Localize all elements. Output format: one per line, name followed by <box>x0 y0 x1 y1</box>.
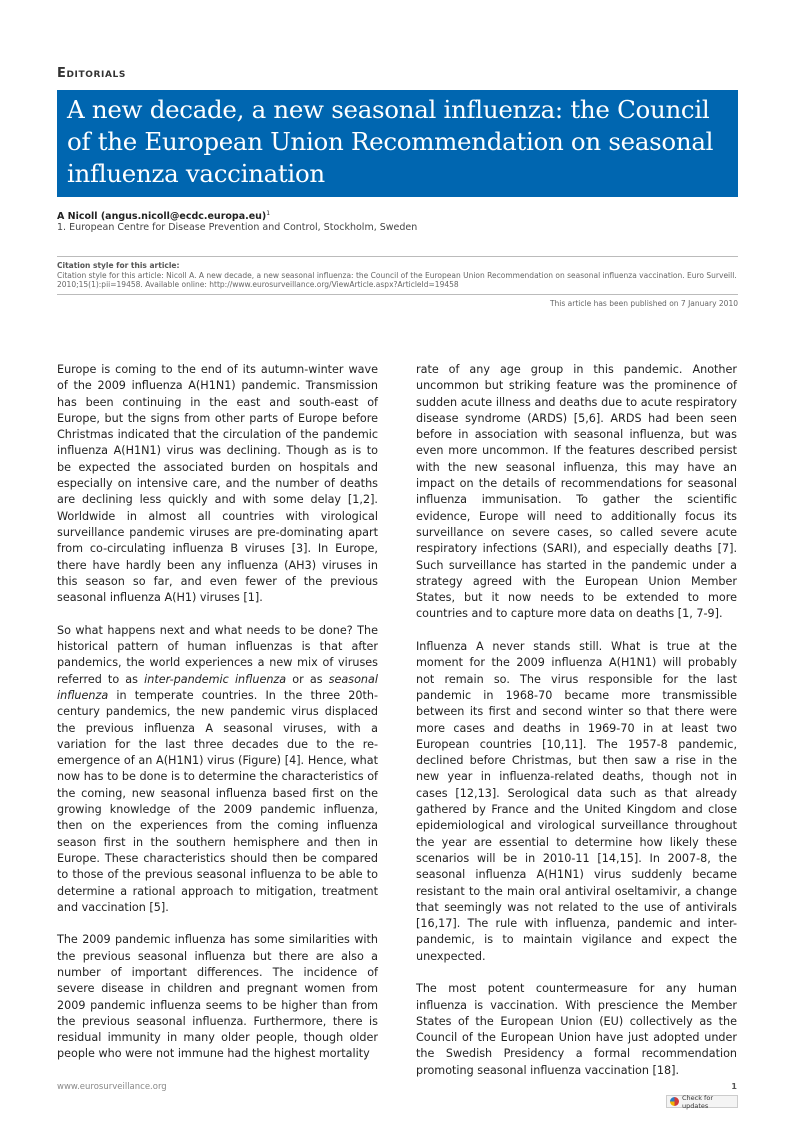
author-affiliation: 1. European Centre for Disease Prevention and Control, Stockholm, Sweden <box>57 222 418 233</box>
paragraph: rate of any age group in this pandemic. Another uncommon but striking feature was the prominence of sudden acute illness and deaths due to acute respiratory disease syndrome (ARDS) [5,6]. ARDS had been seen before in association with seasonal influenza, but was even more uncommon. If the features described persist with the new seasonal influenza, this may have an impact on the details of recommendations for seasonal influenza immunisation. To gather the scientific evidence, Europe will need to additionally focus its surveillance on severe cases, so called severe acute respiratory infections (SARI), and especially deaths [7]. Such surveillance has started in the pandemic under a strategy agreed with the European Union Member States, but it now needs to be extended to more countries and to capture more data on deaths [1, 7-9]. <box>416 363 737 621</box>
body-column-left <box>57 362 378 1063</box>
emphasis-term: inter-pandemic influenza <box>144 672 287 686</box>
author-name: A Nicoll (angus.nicoll@ecdc.europa.eu) <box>57 211 267 223</box>
footer-url[interactable]: www.eurosurveillance.org <box>57 1082 167 1092</box>
check-for-updates-label: Check for updates <box>682 1093 713 1110</box>
publication-date: This article has been published on 7 January 2010 <box>549 299 738 308</box>
article-title: A new decade, a new seasonal influenza: the Council of the European Union Recommendation on seasonal influenza vaccination <box>67 95 714 188</box>
body-column-right <box>416 362 737 1079</box>
paragraph: The 2009 pandemic influenza has some similarities with the previous seasonal influenza but there are also a number of important differences. The incidence of severe disease in children and pregnant women from 2009 pandemic influenza seems to be higher than from the previous seasonal influenza. Furthermore, there is residual immunity in many older people, though older people who were not immune had the highest mortality <box>57 933 378 1061</box>
paragraph: Influenza A never stands still. What is true at the moment for the 2009 influenza A(H1N1) will probably not remain so. The virus responsible for the last pandemic in 1968-70 became more transmissible between its first and second winter so that there were more cases and deaths in 1969-70 in at least two European countries [10,11]. The 1957-8 pandemic, declined before Christmas, but then saw a rise in the new year in influenza-related deaths, though not in cases [12,13]. Serological data such as that already gathered by France and the United Kingdom and close epidemiological and virological surveillance throughout the year are essential to determine how likely these scenarios will be in 2010-11 [14,15]. In 2007-8, the seasonal influenza A(H1N1) virus suddenly became resistant to the main oral antiviral oseltamivir, a change that seemingly was not related to the use of antivirals [16,17]. The rule with influenza, pandemic and inter-pandemic, is to maintain vigilance and expect the unexpected. <box>416 640 737 963</box>
page-number: 1 <box>731 1082 737 1091</box>
author-affiliation-marker: 1 <box>266 210 271 217</box>
citation-heading: Citation style for this article: <box>57 261 180 270</box>
section-label: Editorials <box>57 66 126 81</box>
check-for-updates-button[interactable] <box>666 1095 738 1108</box>
paragraph: So what happens next and what needs to be done? The historical pattern of human influenzas is that after pandemics, the world experiences a new mix of viruses referred to as inter-pandemic influenza or as seasonal influenza in temperate countries. In the three 20th-century pandemics, the new pandemic virus displaced the previous influenza A seasonal viruses, with a variation for the last three decades due to the re-emergence of an A(H1N1) virus (Figure) [4]. Hence, what now has to be done is to determine the characteristics of the coming, new seasonal influenza based first on the growing knowledge of the 2009 pandemic influenza, then on the experiences from the coming influenza season first in the southern hemisphere and then in Europe. These characteristics should then be compared to those of the previous seasonal influenza to be able to determine a rational approach to mitigation, treatment and vaccination [5]. <box>57 623 378 914</box>
citation-text: Citation style for this article: Nicoll A. A new decade, a new seasonal influenza: the Council of the European Union Recommendation on seasonal influenza vaccination. Euro Surveill. 2010;15(1):pii=19458. Available online: http://www.eurosurveillance.org/ViewArticle.aspx?ArticleId=19458 <box>57 270 737 289</box>
paragraph: Europe is coming to the end of its autumn-winter wave of the 2009 influenza A(H1N1) pandemic. Transmission has been continuing in the east and south-east of Europe, but the signs from other parts of Europe before Christmas indicated that the circulation of the pandemic influenza A(H1N1) virus was declining. Though as is to be expected the associated burden on hospitals and especially on intensive care, and the number of deaths are declining less quickly and with some delay [1,2]. Worldwide in almost all countries with virological surveillance pandemic viruses are pre-dominating apart from co-circulating influenza B viruses [3]. In Europe, there have hardly been any influenza (AH3) viruses in this season so far, and even fewer of the previous seasonal influenza A(H1) viruses [1]. <box>57 363 378 605</box>
citation-box <box>57 256 738 295</box>
paragraph: The most potent countermeasure for any human influenza is vaccination. With prescience the Member States of the European Union (EU) collectively as the Council of the European Union have just adopted under the Swedish Presidency a formal recommendation promoting seasonal influenza vaccination [18]. <box>416 982 737 1077</box>
emphasis-term: seasonal influenza <box>57 672 378 702</box>
author-line <box>57 210 270 222</box>
title-banner <box>57 90 738 197</box>
crossmark-icon <box>670 1097 679 1106</box>
